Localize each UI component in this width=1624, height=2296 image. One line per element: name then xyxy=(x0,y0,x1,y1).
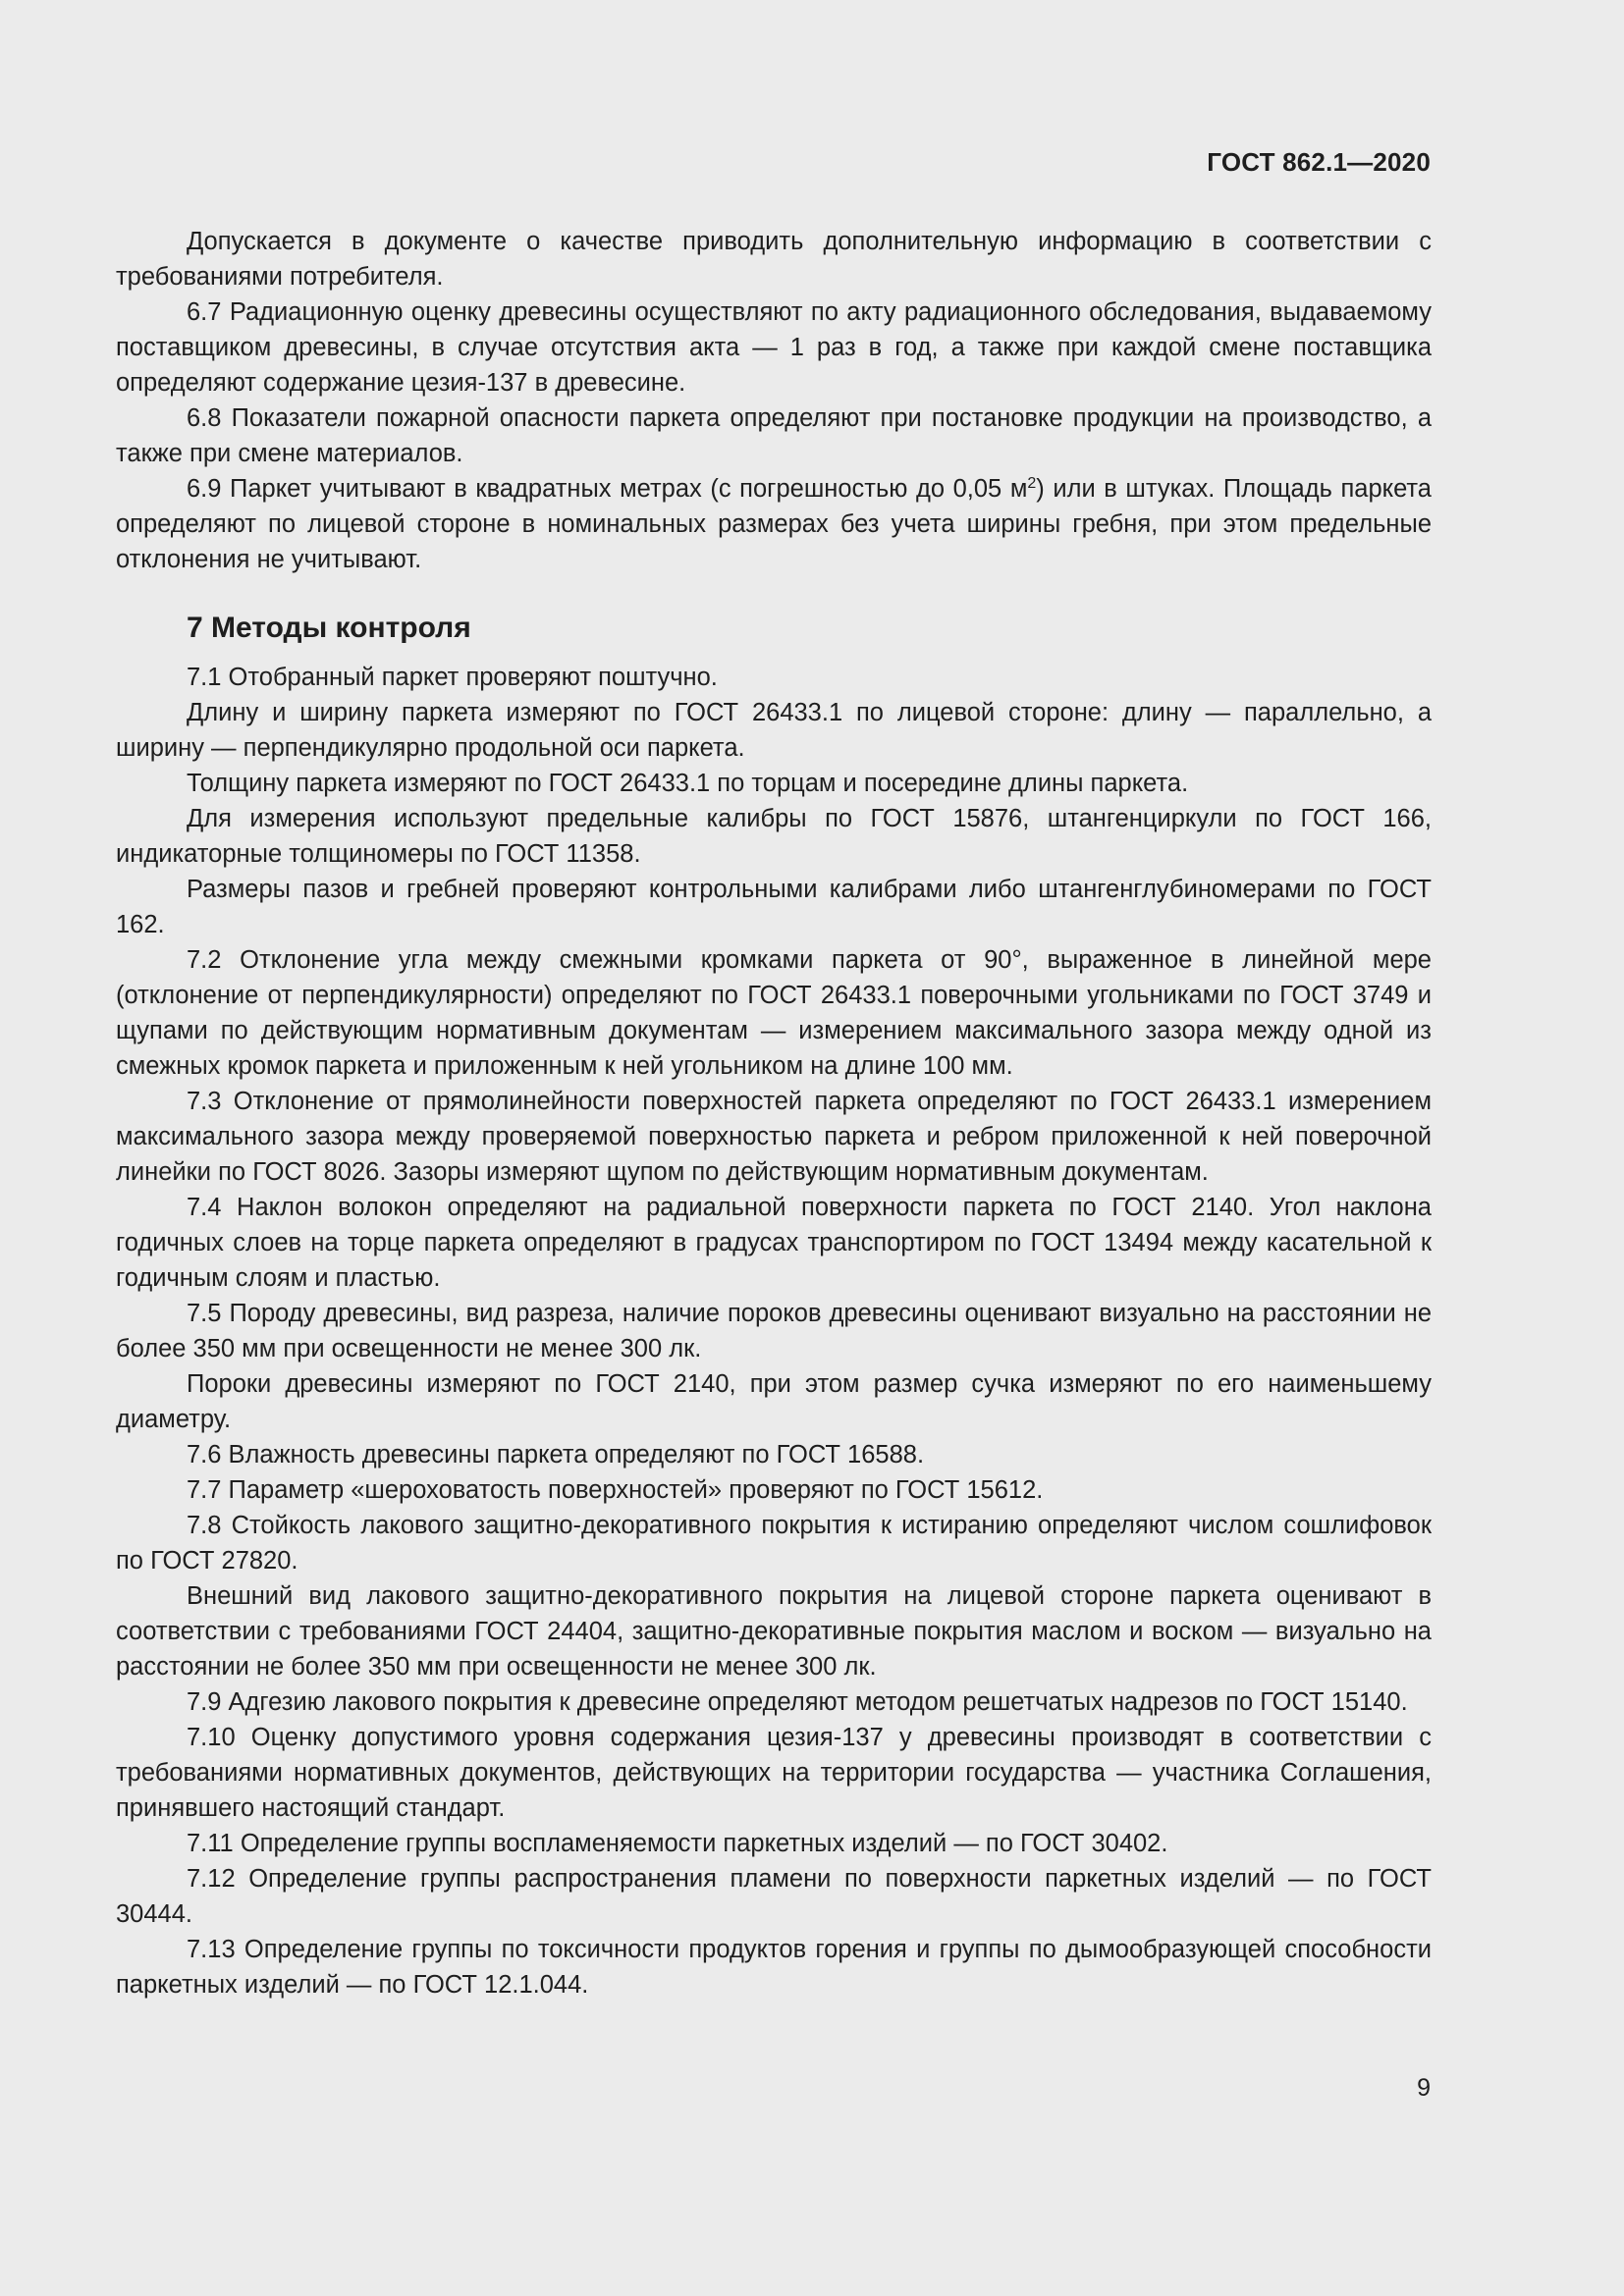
paragraph: Размеры пазов и гребней проверяют контрольными калибрами либо штангенглубиномерами по ГОСТ 162. xyxy=(116,876,1432,938)
paragraph: 7.7 Параметр «шероховатость поверхностей» проверяют по ГОСТ 15612. xyxy=(187,1476,1044,1504)
paragraph: 7.13 Определение группы по токсичности продуктов горения и группы по дымообразующей способности паркетных изделий — по ГОСТ 12.1.044. xyxy=(116,1936,1432,1999)
paragraph: Внешний вид лакового защитно-декоративного покрытия на лицевой стороне паркета оценивают в соответствии с требованиями ГОСТ 24404, защитно-декоративные покрытия маслом и воском — визуально на расстоянии не более 350 мм при освещенности не менее 300 лк. xyxy=(116,1582,1432,1681)
paragraph: Длину и ширину паркета измеряют по ГОСТ 26433.1 по лицевой стороне: длину — параллельно, а ширину — перпендикулярно продольной оси паркета. xyxy=(116,699,1432,762)
paragraph: 7.12 Определение группы распространения пламени по поверхности паркетных изделий — по ГОСТ 30444. xyxy=(116,1865,1432,1928)
paragraph: Для измерения используют предельные калибры по ГОСТ 15876, штангенциркули по ГОСТ 166, индикаторные толщиномеры по ГОСТ 11358. xyxy=(116,805,1432,868)
paragraph: 7.4 Наклон волокон определяют на радиальной поверхности паркета по ГОСТ 2140. Угол наклона годичных слоев на торце паркета определяют в градусах транспортиром по ГОСТ 13494 между касательной к годичным слоям и пластью. xyxy=(116,1194,1432,1292)
paragraph: 6.8 Показатели пожарной опасности паркета определяют при постановке продукции на производство, а также при смене материалов. xyxy=(116,404,1432,467)
paragraph: Толщину паркета измеряют по ГОСТ 26433.1 по торцам и посередине длины паркета. xyxy=(187,770,1189,797)
paragraph-text: 6.9 Паркет учитывают в квадратных метрах (с погрешностью до 0,05 м xyxy=(187,475,1028,503)
paragraph-text: ) или в штуках. Площадь паркета определяют по лицевой стороне в номинальных размерах без учета ширины гребня, при этом предельные отклонения не учитывают. xyxy=(116,475,1432,573)
paragraph: 7.9 Адгезию лакового покрытия к древесине определяют методом решетчатых надрезов по ГОСТ 15140. xyxy=(187,1688,1408,1716)
paragraph: Допускается в документе о качестве приводить дополнительную информацию в соответствии с требованиями потребителя. xyxy=(116,228,1432,291)
page-number: 9 xyxy=(1417,2074,1431,2102)
paragraph: 7.8 Стойкость лакового защитно-декоративного покрытия к истиранию определяют числом сошлифовок по ГОСТ 27820. xyxy=(116,1512,1432,1575)
paragraph: 7.11 Определение группы воспламеняемости паркетных изделий — по ГОСТ 30402. xyxy=(187,1830,1168,1857)
paragraph: 7.10 Оценку допустимого уровня содержания цезия-137 у древесины производят в соответствии с требованиями нормативных документов, действующих на территории государства — участника Соглашения, принявшего настоящий стандарт. xyxy=(116,1724,1432,1822)
document-code-header: ГОСТ 862.1—2020 xyxy=(1207,147,1431,177)
paragraph: 7.5 Породу древесины, вид разреза, наличие пороков древесины оценивают визуально на расстоянии не более 350 мм при освещенности не менее 300 лк. xyxy=(116,1300,1432,1362)
paragraph xyxy=(116,471,1432,577)
paragraph: 7.2 Отклонение угла между смежными кромками паркета от 90°, выраженное в линейной мере (отклонение от перпендикулярности) определяют по ГОСТ 26433.1 поверочными угольниками по ГОСТ 3749 и щупами по действующим нормативным документам — измерением максимального зазора между одной из смежных кромок паркета и приложенным к ней угольником на длине 100 мм. xyxy=(116,946,1432,1080)
paragraph: 7.3 Отклонение от прямолинейности поверхностей паркета определяют по ГОСТ 26433.1 измерением максимального зазора между проверяемой поверхностью паркета и ребром приложенной к ней поверочной линейки по ГОСТ 8026. Зазоры измеряют щупом по действующим нормативным документам. xyxy=(116,1088,1432,1186)
superscript: 2 xyxy=(1027,475,1037,492)
paragraph: 7.1 Отобранный паркет проверяют поштучно. xyxy=(187,664,718,691)
paragraph: 6.7 Радиационную оценку древесины осуществляют по акту радиационного обследования, выдаваемому поставщиком древесины, в случае отсутствия акта — 1 раз в год, а также при каждой смене поставщика определяют содержание цезия-137 в древесине. xyxy=(116,298,1432,397)
document-body xyxy=(116,224,1432,2002)
section-heading: 7 Методы контроля xyxy=(187,612,471,644)
paragraph: 7.6 Влажность древесины паркета определяют по ГОСТ 16588. xyxy=(187,1441,925,1468)
paragraph: Пороки древесины измеряют по ГОСТ 2140, при этом размер сучка измеряют по его наименьшему диаметру. xyxy=(116,1370,1432,1433)
